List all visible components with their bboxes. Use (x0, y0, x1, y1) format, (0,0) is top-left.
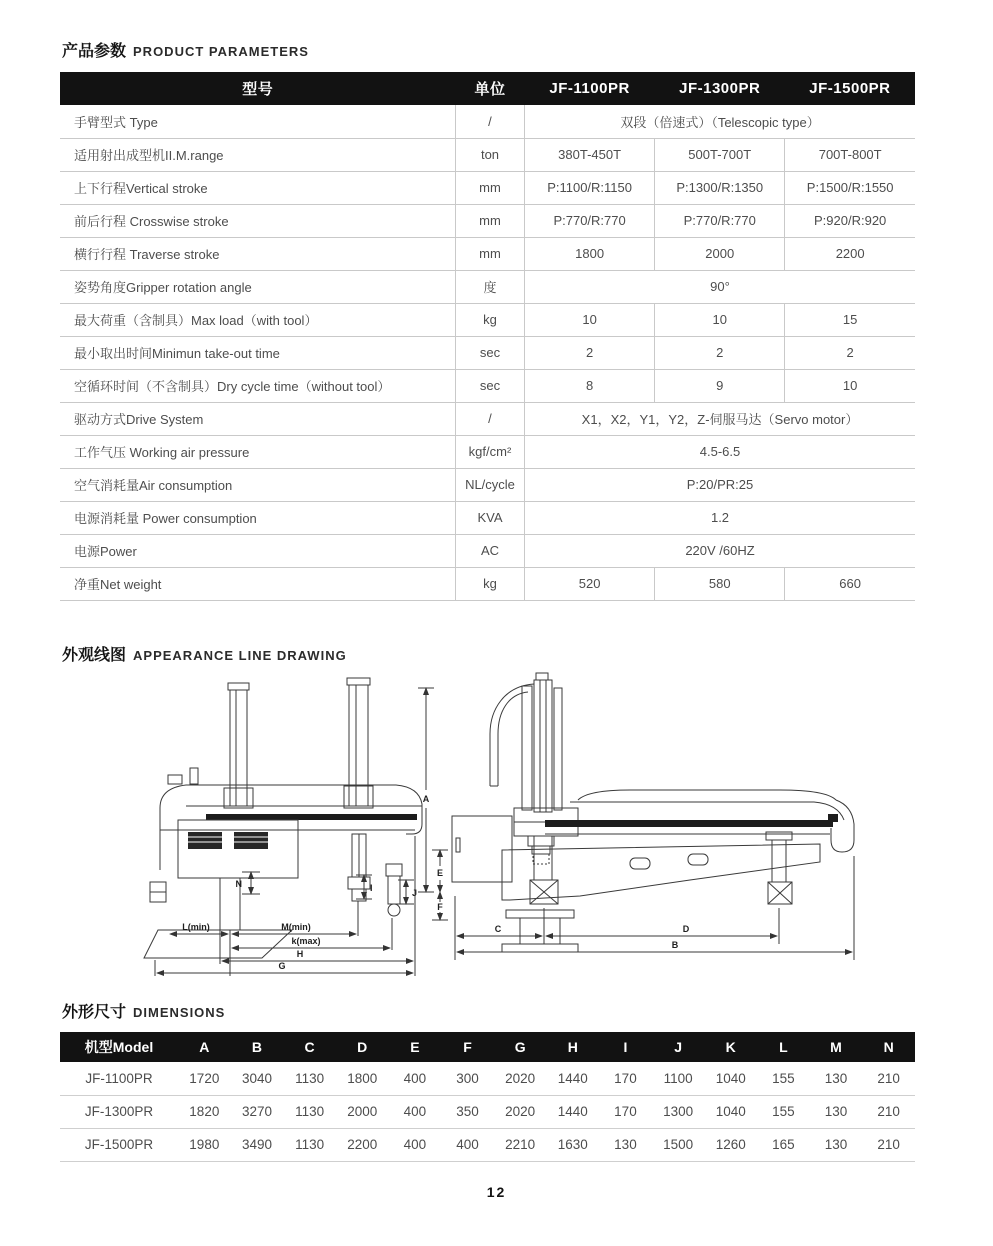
dims-value-cell: 2020 (494, 1095, 547, 1128)
dims-value-cell: 155 (757, 1095, 810, 1128)
dims-value-cell: 1630 (546, 1128, 599, 1161)
unit-cell: ton (455, 138, 524, 171)
merged-value-cell: X1，X2，Y1，Y2，Z-伺服马达（Servo motor） (525, 402, 915, 435)
spec-label-cell: 手臂型式 Type (60, 105, 455, 138)
dims-model-cell: JF-1500PR (60, 1128, 178, 1161)
dim-label-d: D (682, 924, 690, 934)
section-title-zh: 产品参数 (62, 43, 127, 60)
merged-value-cell: 双段（倍速式）（Telescopic type） (525, 105, 915, 138)
dim-label-h: H (296, 949, 304, 959)
dims-value-cell: 400 (389, 1128, 442, 1161)
spec-label-cell: 最小取出时间Minimun take-out time (60, 336, 455, 369)
section-title-en: APPEARANCE LINE DRAWING (133, 648, 347, 663)
dim-label-b: B (671, 940, 679, 950)
dims-value-cell: 1980 (178, 1128, 231, 1161)
dims-value-cell: 210 (862, 1128, 915, 1161)
value-cell: P:770/R:770 (525, 204, 655, 237)
dims-value-cell: 210 (862, 1095, 915, 1128)
header-model-label: 型号 (60, 72, 455, 105)
table-row (60, 204, 915, 237)
spec-label-cell: 适用射出成型机II.M.range (60, 138, 455, 171)
value-cell: 10 (785, 369, 915, 402)
dims-value-cell: 2000 (336, 1095, 389, 1128)
section-title-en: DIMENSIONS (133, 1005, 226, 1020)
value-cell: 9 (655, 369, 785, 402)
value-cell: P:1100/R:1150 (525, 171, 655, 204)
spec-label-cell: 空循环时间（不含制具）Dry cycle time（without tool） (60, 369, 455, 402)
dim-label-e: E (436, 868, 444, 878)
dim-label-i: I (370, 883, 373, 893)
header-unit-label: 单位 (455, 72, 524, 105)
section-title-appearance-line-drawing (62, 642, 347, 665)
unit-cell: kg (455, 303, 524, 336)
value-cell: 580 (655, 567, 785, 600)
dim-label-c: C (494, 924, 502, 934)
dims-value-cell: 1800 (336, 1062, 389, 1095)
unit-cell: NL/cycle (455, 468, 524, 501)
dims-value-cell: 300 (441, 1062, 494, 1095)
section-title-product-parameters (62, 38, 309, 61)
table-header-row (60, 72, 915, 105)
header-model-1: JF-1100PR (525, 72, 655, 105)
dims-value-cell: 130 (810, 1062, 863, 1095)
dims-value-cell: 170 (599, 1095, 652, 1128)
table-header-row (60, 1032, 915, 1062)
dims-value-cell: 1130 (283, 1095, 336, 1128)
dims-header: A (178, 1032, 231, 1062)
unit-cell: 度 (455, 270, 524, 303)
unit-cell: kg (455, 567, 524, 600)
spec-label-cell: 电源Power (60, 534, 455, 567)
dims-header: I (599, 1032, 652, 1062)
unit-cell: sec (455, 369, 524, 402)
value-cell: 2 (525, 336, 655, 369)
dims-value-cell: 1130 (283, 1062, 336, 1095)
spec-label-cell: 上下行程Vertical stroke (60, 171, 455, 204)
spec-label-cell: 姿势角度Gripper rotation angle (60, 270, 455, 303)
dims-model-cell: JF-1100PR (60, 1062, 178, 1095)
value-cell: 2 (655, 336, 785, 369)
dims-value-cell: 1500 (652, 1128, 705, 1161)
header-model-3: JF-1500PR (785, 72, 915, 105)
table-row (60, 501, 915, 534)
dim-label-mmin: M(min) (281, 922, 311, 932)
dim-label-lmin: L(min) (182, 922, 210, 932)
dims-value-cell: 155 (757, 1062, 810, 1095)
front-view-drawing (144, 678, 422, 976)
dims-value-cell: 3040 (231, 1062, 284, 1095)
spec-label-cell: 前后行程 Crosswise stroke (60, 204, 455, 237)
dims-header: G (494, 1032, 547, 1062)
table-row (60, 402, 915, 435)
dims-header: J (652, 1032, 705, 1062)
dims-value-cell: 1820 (178, 1095, 231, 1128)
value-cell: 8 (525, 369, 655, 402)
dims-header: F (441, 1032, 494, 1062)
merged-value-cell: 1.2 (525, 501, 915, 534)
table-row (60, 171, 915, 204)
dims-value-cell: 1100 (652, 1062, 705, 1095)
value-cell: 10 (525, 303, 655, 336)
unit-cell: mm (455, 204, 524, 237)
dims-value-cell: 400 (389, 1062, 442, 1095)
table-row (60, 1128, 915, 1161)
value-cell: P:1500/R:1550 (785, 171, 915, 204)
dims-value-cell: 3490 (231, 1128, 284, 1161)
dims-header: M (810, 1032, 863, 1062)
section-title-zh: 外形尺寸 (62, 1004, 127, 1021)
value-cell: P:1300/R:1350 (655, 171, 785, 204)
table-row (60, 567, 915, 600)
unit-cell: KVA (455, 501, 524, 534)
dim-label-a: A (422, 794, 430, 804)
table-row (60, 1095, 915, 1128)
dims-value-cell: 1130 (283, 1128, 336, 1161)
page-number: 12 (486, 1184, 507, 1200)
value-cell: 660 (785, 567, 915, 600)
dims-header: B (231, 1032, 284, 1062)
table-row (60, 336, 915, 369)
value-cell: 2200 (785, 237, 915, 270)
dims-value-cell: 1040 (704, 1095, 757, 1128)
merged-value-cell: 4.5-6.5 (525, 435, 915, 468)
dimensions-table (60, 1032, 915, 1162)
table-row (60, 105, 915, 138)
dims-header: D (336, 1032, 389, 1062)
dims-header-model: 机型Model (60, 1032, 178, 1062)
table-row (60, 138, 915, 171)
unit-cell: mm (455, 237, 524, 270)
dims-header: H (546, 1032, 599, 1062)
table-row (60, 303, 915, 336)
dims-header: E (389, 1032, 442, 1062)
dims-model-cell: JF-1300PR (60, 1095, 178, 1128)
table-row (60, 270, 915, 303)
dims-value-cell: 400 (389, 1095, 442, 1128)
table-row (60, 468, 915, 501)
dims-value-cell: 165 (757, 1128, 810, 1161)
unit-cell: mm (455, 171, 524, 204)
side-view-drawing (452, 673, 854, 960)
spec-label-cell: 净重Net weight (60, 567, 455, 600)
header-model-2: JF-1300PR (655, 72, 785, 105)
table-row (60, 534, 915, 567)
dim-label-kmax: k(max) (291, 936, 321, 946)
merged-value-cell: 90° (525, 270, 915, 303)
unit-cell: / (455, 105, 524, 138)
table-row (60, 435, 915, 468)
value-cell: 1800 (525, 237, 655, 270)
product-parameters-table (60, 72, 915, 601)
merged-value-cell: 220V /60HZ (525, 534, 915, 567)
table-row (60, 237, 915, 270)
dims-value-cell: 2210 (494, 1128, 547, 1161)
dims-value-cell: 1720 (178, 1062, 231, 1095)
value-cell: 2000 (655, 237, 785, 270)
dims-value-cell: 2200 (336, 1128, 389, 1161)
unit-cell: sec (455, 336, 524, 369)
dim-label-g: G (278, 961, 286, 971)
dims-value-cell: 1300 (652, 1095, 705, 1128)
table-row (60, 369, 915, 402)
dims-header: C (283, 1032, 336, 1062)
dim-label-j: J (412, 888, 418, 898)
dims-value-cell: 1040 (704, 1062, 757, 1095)
dims-value-cell: 1440 (546, 1062, 599, 1095)
value-cell: 700T-800T (785, 138, 915, 171)
merged-value-cell: P:20/PR:25 (525, 468, 915, 501)
dims-value-cell: 210 (862, 1062, 915, 1095)
dim-label-n: N (235, 879, 242, 889)
section-title-zh: 外观线图 (62, 647, 127, 664)
unit-cell: / (455, 402, 524, 435)
value-cell: 500T-700T (655, 138, 785, 171)
dims-value-cell: 1440 (546, 1095, 599, 1128)
dims-header: N (862, 1032, 915, 1062)
dims-value-cell: 400 (441, 1128, 494, 1161)
spec-label-cell: 空气消耗量Air consumption (60, 468, 455, 501)
spec-label-cell: 驱动方式Drive System (60, 402, 455, 435)
dims-header: K (704, 1032, 757, 1062)
spec-label-cell: 横行行程 Traverse stroke (60, 237, 455, 270)
dims-value-cell: 350 (441, 1095, 494, 1128)
unit-cell: AC (455, 534, 524, 567)
dims-value-cell: 130 (810, 1128, 863, 1161)
dims-header: L (757, 1032, 810, 1062)
section-title-en: PRODUCT PARAMETERS (133, 44, 309, 59)
dims-value-cell: 130 (599, 1128, 652, 1161)
value-cell: 520 (525, 567, 655, 600)
value-cell: 10 (655, 303, 785, 336)
spec-label-cell: 电源消耗量 Power consumption (60, 501, 455, 534)
value-cell: 380T-450T (525, 138, 655, 171)
dims-value-cell: 1260 (704, 1128, 757, 1161)
spec-label-cell: 工作气压 Working air pressure (60, 435, 455, 468)
dims-value-cell: 2020 (494, 1062, 547, 1095)
dim-label-f: F (437, 902, 443, 912)
value-cell: P:770/R:770 (655, 204, 785, 237)
value-cell: 2 (785, 336, 915, 369)
value-cell: P:920/R:920 (785, 204, 915, 237)
dims-value-cell: 3270 (231, 1095, 284, 1128)
unit-cell: kgf/cm² (455, 435, 524, 468)
value-cell: 15 (785, 303, 915, 336)
section-title-dimensions (62, 999, 225, 1022)
table-row (60, 1062, 915, 1095)
appearance-line-drawing (130, 668, 890, 980)
spec-label-cell: 最大荷重（含制具）Max load（with tool） (60, 303, 455, 336)
dims-value-cell: 130 (810, 1095, 863, 1128)
dims-value-cell: 170 (599, 1062, 652, 1095)
